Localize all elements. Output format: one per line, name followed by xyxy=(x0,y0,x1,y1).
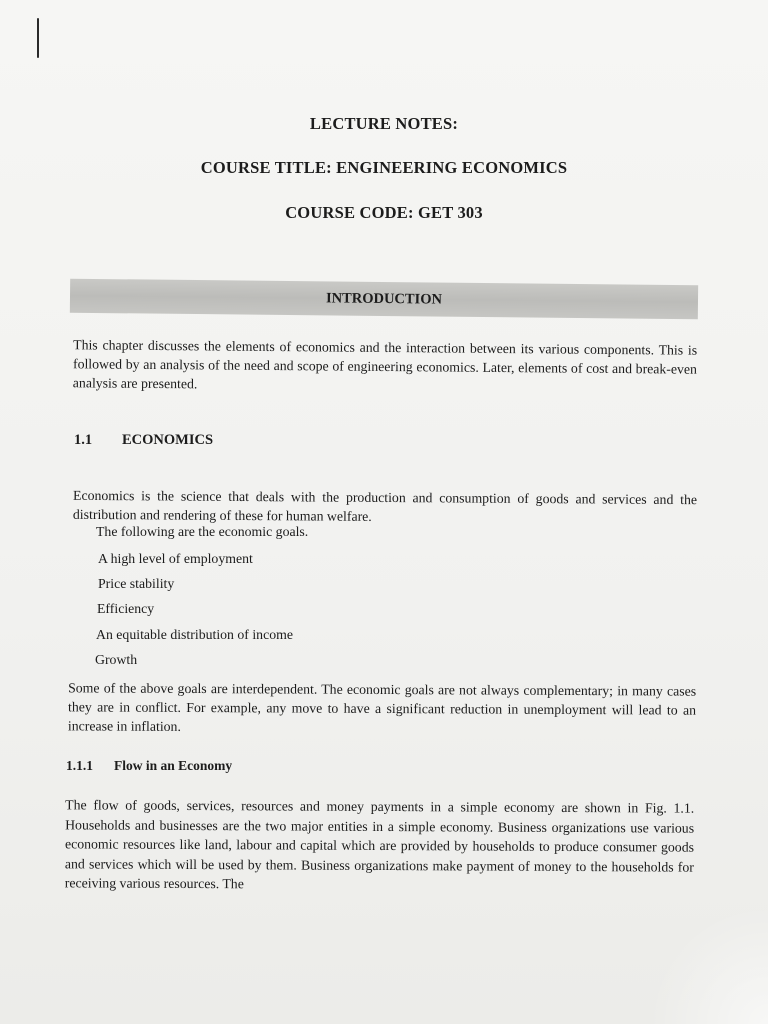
pen-mark xyxy=(37,18,39,58)
page-corner-highlight xyxy=(648,904,768,1024)
list-item: An equitable distribution of income xyxy=(96,627,293,642)
list-item: A high level of employment xyxy=(98,551,253,566)
section-number: 1.1 xyxy=(74,432,93,448)
goals-note-paragraph: Some of the above goals are interdependent. The economic goals are not always complementary; in many cases they are in conflict. For example, any move to have a significant reduction in unemployment will lead to an increase in inflation. xyxy=(67,680,697,734)
course-code: COURSE CODE: GET 303 xyxy=(285,203,483,222)
section-title: ECONOMICS xyxy=(122,432,214,448)
course-title: COURSE TITLE: ENGINEERING ECONOMICS xyxy=(200,158,568,177)
list-item: Growth xyxy=(95,652,138,667)
lecture-notes-title: LECTURE NOTES: xyxy=(309,114,459,133)
subsection-title: Flow in an Economy xyxy=(114,758,233,773)
introduction-banner-text: INTRODUCTION xyxy=(325,290,443,308)
introduction-banner xyxy=(70,279,698,320)
economics-definition-paragraph: Economics is the science that deals with the production and consumption of goods and services and the distribution and rendering of these for human welfare. xyxy=(72,487,698,524)
subsection-number: 1.1.1 xyxy=(66,758,93,773)
list-item: Price stability xyxy=(98,576,175,591)
flow-paragraph: The flow of goods, services, resources and money payments in a simple economy are shown in Fig. 1.1. Households and businesses are the two major entities in a simple economy. Business organizations use various economic resources like land, labour and capital which are provided by households to produce consumer goods and services which will be used by them. Business organizations make payment of money to the households for receiving various resources. The xyxy=(64,797,695,892)
list-item: Efficiency xyxy=(97,601,155,616)
goals-lead: The following are the economic goals. xyxy=(96,524,309,539)
introduction-paragraph: This chapter discusses the elements of economics and the interaction between its various components. This is followed by an analysis of the need and scope of engineering economics. Later, elements of cost and break-even analysis are presented. xyxy=(72,337,698,392)
